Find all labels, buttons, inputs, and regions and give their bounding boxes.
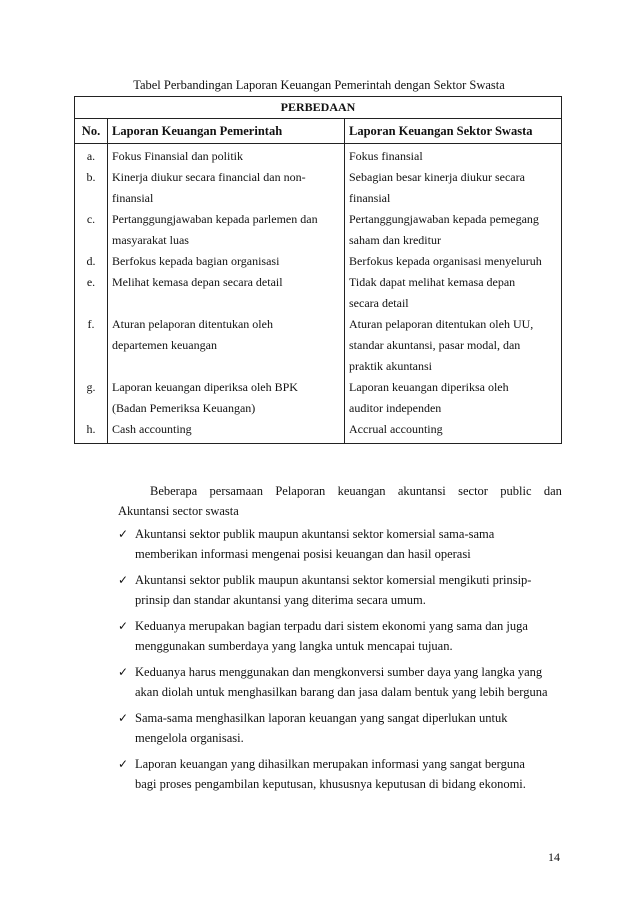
row-number: c. (75, 209, 108, 251)
cell-government (108, 272, 345, 314)
intro-word: sector (458, 484, 488, 498)
list-item (118, 708, 564, 748)
list-item-line: Akuntansi sektor publik maupun akuntansi sektor komersial mengikuti prinsip- (135, 573, 532, 587)
table-row (75, 251, 562, 272)
cell-line: finansial (112, 191, 154, 205)
cell-line: Laporan keuangan diperiksa oleh BPK (112, 380, 298, 394)
row-number: h. (75, 419, 108, 444)
cell-line: Fokus finansial (349, 149, 423, 163)
cell-line: auditor independen (349, 401, 442, 415)
intro-word: keuangan (337, 484, 386, 498)
cell-line: Accrual accounting (349, 422, 443, 436)
list-item-line: Sama-sama menghasilkan laporan keuangan yang sangat diperlukan untuk (135, 711, 508, 725)
cell-line: departemen keuangan (112, 338, 217, 352)
page-number: 14 (548, 850, 560, 864)
list-item-line: Akuntansi sektor publik maupun akuntansi sektor komersial sama-sama (135, 527, 495, 541)
row-number: e. (75, 272, 108, 314)
check-icon: ✓ (118, 711, 129, 725)
cell-line: Melihat kemasa depan secara detail (112, 275, 283, 289)
list-item-line: Keduanya harus menggunakan dan mengkonversi sumber daya yang langka yang (135, 665, 543, 679)
list-item (118, 754, 564, 794)
cell-private (345, 167, 562, 209)
list-item-line: memberikan informasi mengenai posisi keuangan dan hasil operasi (135, 547, 471, 561)
list-item (118, 616, 564, 656)
table-row (75, 272, 562, 314)
header-government: Laporan Keuangan Pemerintah (108, 119, 345, 144)
cell-line: Tidak dapat melihat kemasa depan (349, 275, 516, 289)
cell-line: praktik akuntansi (349, 359, 432, 373)
intro-paragraph (118, 481, 562, 521)
cell-line: Pertanggungjawaban kepada pemegang (349, 212, 539, 226)
cell-government (108, 314, 345, 377)
row-number: g. (75, 377, 108, 419)
intro-word: dan (543, 484, 562, 498)
table-row (75, 314, 562, 377)
header-no: No. (75, 119, 108, 144)
comparison-table (74, 96, 562, 444)
row-number: b. (75, 167, 108, 209)
cell-line: Laporan keuangan diperiksa oleh (349, 380, 509, 394)
table-row (75, 377, 562, 419)
cell-government (108, 144, 345, 168)
cell-line: secara detail (349, 296, 409, 310)
cell-line: Berfokus kepada organisasi menyeluruh (349, 254, 542, 268)
cell-line: standar akuntansi, pasar modal, dan (349, 338, 521, 352)
table-body (75, 144, 562, 444)
header-private: Laporan Keuangan Sektor Swasta (345, 119, 562, 144)
cell-line: finansial (349, 191, 391, 205)
list-item (118, 662, 564, 702)
table-title: PERBEDAAN (75, 97, 562, 119)
list-item-line: akan diolah untuk menghasilkan barang dan jasa dalam bentuk yang lebih berguna (135, 685, 548, 699)
cell-private (345, 251, 562, 272)
check-icon: ✓ (118, 573, 129, 587)
row-number: f. (75, 314, 108, 377)
intro-word: public (500, 484, 532, 498)
cell-private (345, 144, 562, 168)
cell-line: saham dan kreditur (349, 233, 441, 247)
table-row (75, 167, 562, 209)
intro-word: Pelaporan (275, 484, 326, 498)
list-item (118, 524, 564, 564)
intro-word: persamaan (209, 484, 263, 498)
cell-line: Aturan pelaporan ditentukan oleh (112, 317, 273, 331)
cell-government (108, 209, 345, 251)
cell-government (108, 167, 345, 209)
cell-line (112, 356, 340, 377)
cell-line: Berfokus kepada bagian organisasi (112, 254, 280, 268)
intro-line-1 (118, 481, 562, 501)
cell-private (345, 272, 562, 314)
cell-government (108, 377, 345, 419)
list-item-line: prinsip dan standar akuntansi yang diterima secara umum. (135, 593, 426, 607)
cell-line (112, 293, 340, 314)
cell-private (345, 314, 562, 377)
check-icon: ✓ (118, 665, 129, 679)
check-icon: ✓ (118, 619, 129, 633)
cell-line: Cash accounting (112, 422, 192, 436)
list-item-line: mengelola organisasi. (135, 731, 244, 745)
cell-line: Sebagian besar kinerja diukur secara (349, 170, 525, 184)
list-item-line: menggunakan sumberdaya yang langka untuk mencapai tujuan. (135, 639, 453, 653)
cell-line: Pertanggungjawaban kepada parlemen dan (112, 212, 318, 226)
cell-line: masyarakat luas (112, 233, 189, 247)
list-item-line: Laporan keuangan yang dihasilkan merupakan informasi yang sangat berguna (135, 757, 525, 771)
intro-word: Beberapa (150, 484, 198, 498)
list-item (118, 570, 564, 610)
intro-line-2: Akuntansi sector swasta (118, 504, 239, 518)
check-icon: ✓ (118, 757, 129, 771)
cell-line: (Badan Pemeriksa Keuangan) (112, 401, 256, 415)
row-number: d. (75, 251, 108, 272)
cell-private (345, 209, 562, 251)
cell-private (345, 377, 562, 419)
similarity-list (118, 524, 564, 800)
list-item-line: Keduanya merupakan bagian terpadu dari sistem ekonomi yang sama dan juga (135, 619, 528, 633)
cell-line: Aturan pelaporan ditentukan oleh UU, (349, 317, 534, 331)
cell-line: Fokus Finansial dan politik (112, 149, 244, 163)
table-row (75, 209, 562, 251)
table-row (75, 419, 562, 444)
cell-line: Kinerja diukur secara financial dan non- (112, 170, 306, 184)
table-caption: Tabel Perbandingan Laporan Keuangan Pemerintah dengan Sektor Swasta (133, 78, 505, 92)
cell-government (108, 419, 345, 444)
table-row (75, 144, 562, 168)
row-number: a. (75, 144, 108, 168)
check-icon: ✓ (118, 527, 129, 541)
intro-word: akuntansi (397, 484, 446, 498)
cell-private (345, 419, 562, 444)
list-item-line: bagi proses pengambilan keputusan, khususnya keputusan di bidang ekonomi. (135, 777, 526, 791)
cell-government (108, 251, 345, 272)
